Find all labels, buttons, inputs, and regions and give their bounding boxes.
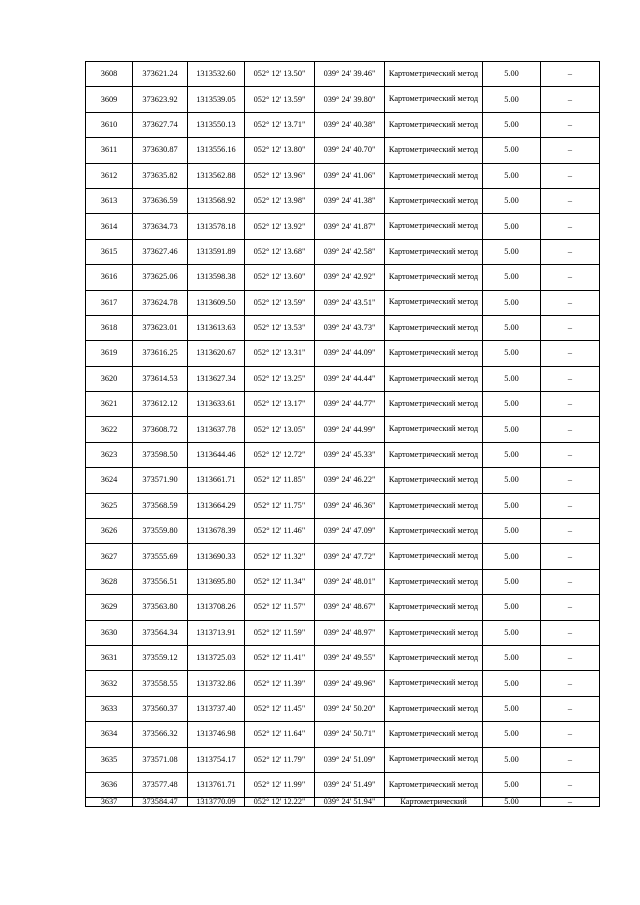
cell-latitude: 052° 12' 11.99" — [245, 772, 315, 797]
cell-y-coordinate: 1313637.78 — [188, 417, 245, 442]
cell-point-number: 3633 — [86, 696, 133, 721]
cell-x-coordinate: 373623.92 — [133, 87, 188, 112]
cell-method: Картометрический метод — [385, 671, 483, 696]
cell-longitude: 039° 24' 43.51" — [315, 290, 385, 315]
cell-x-coordinate: 373608.72 — [133, 417, 188, 442]
cell-point-number: 3630 — [86, 620, 133, 645]
cell-x-coordinate: 373598.50 — [133, 442, 188, 467]
table-row — [86, 747, 600, 772]
cell-point-number: 3622 — [86, 417, 133, 442]
cell-accuracy: 5.00 — [483, 696, 541, 721]
cell-x-coordinate: 373559.80 — [133, 519, 188, 544]
table-row — [86, 519, 600, 544]
table-row — [86, 62, 600, 87]
cell-method: Картометрический метод — [385, 392, 483, 417]
cell-method: Картометрический метод — [385, 620, 483, 645]
cell-point-number: 3631 — [86, 645, 133, 670]
cell-latitude: 052° 12' 13.68" — [245, 239, 315, 264]
cell-longitude: 039° 24' 48.97" — [315, 620, 385, 645]
cell-latitude: 052° 12' 12.72" — [245, 442, 315, 467]
cell-note: – — [541, 645, 600, 670]
cell-x-coordinate: 373623.01 — [133, 315, 188, 340]
cell-y-coordinate: 1313562.88 — [188, 163, 245, 188]
cell-x-coordinate: 373564.34 — [133, 620, 188, 645]
cell-accuracy: 5.00 — [483, 214, 541, 239]
cell-latitude: 052° 12' 11.39" — [245, 671, 315, 696]
cell-x-coordinate: 373566.32 — [133, 722, 188, 747]
table-row — [86, 417, 600, 442]
table-row — [86, 671, 600, 696]
cell-latitude: 052° 12' 11.57" — [245, 595, 315, 620]
cell-x-coordinate: 373577.48 — [133, 772, 188, 797]
cell-point-number: 3617 — [86, 290, 133, 315]
cell-point-number: 3632 — [86, 671, 133, 696]
cell-point-number: 3620 — [86, 366, 133, 391]
cell-method: Картометрический метод — [385, 772, 483, 797]
cell-note: – — [541, 290, 600, 315]
cell-latitude: 052° 12' 13.59" — [245, 290, 315, 315]
cell-method: Картометрический метод — [385, 112, 483, 137]
cell-latitude: 052° 12' 12.22" — [245, 798, 315, 807]
table-row — [86, 468, 600, 493]
cell-method: Картометрический метод — [385, 239, 483, 264]
cell-accuracy: 5.00 — [483, 87, 541, 112]
cell-latitude: 052° 12' 13.50" — [245, 62, 315, 87]
cell-note: – — [541, 493, 600, 518]
cell-method: Картометрический метод — [385, 366, 483, 391]
cell-accuracy: 5.00 — [483, 239, 541, 264]
table-row — [86, 112, 600, 137]
cell-method: Картометрический метод — [385, 442, 483, 467]
cell-method: Картометрический метод — [385, 214, 483, 239]
cell-accuracy: 5.00 — [483, 315, 541, 340]
table-row — [86, 290, 600, 315]
coordinates-table — [85, 61, 600, 807]
cell-x-coordinate: 373614.53 — [133, 366, 188, 391]
cell-x-coordinate: 373630.87 — [133, 138, 188, 163]
cell-longitude: 039° 24' 44.44" — [315, 366, 385, 391]
cell-note: – — [541, 417, 600, 442]
cell-method: Картометрический метод — [385, 315, 483, 340]
cell-method: Картометрический метод — [385, 493, 483, 518]
cell-longitude: 039° 24' 44.09" — [315, 341, 385, 366]
cell-accuracy: 5.00 — [483, 290, 541, 315]
cell-latitude: 052° 12' 11.85" — [245, 468, 315, 493]
cell-accuracy: 5.00 — [483, 163, 541, 188]
table-row — [86, 645, 600, 670]
cell-accuracy: 5.00 — [483, 620, 541, 645]
table-row — [86, 265, 600, 290]
cell-latitude: 052° 12' 13.25" — [245, 366, 315, 391]
cell-method: Картометрический метод — [385, 544, 483, 569]
cell-point-number: 3608 — [86, 62, 133, 87]
cell-x-coordinate: 373627.74 — [133, 112, 188, 137]
cell-point-number: 3637 — [86, 798, 133, 807]
cell-longitude: 039° 24' 49.96" — [315, 671, 385, 696]
cell-y-coordinate: 1313591.89 — [188, 239, 245, 264]
cell-accuracy: 5.00 — [483, 747, 541, 772]
table-row — [86, 163, 600, 188]
cell-accuracy: 5.00 — [483, 519, 541, 544]
cell-longitude: 039° 24' 50.71" — [315, 722, 385, 747]
cell-y-coordinate: 1313754.17 — [188, 747, 245, 772]
cell-y-coordinate: 1313539.05 — [188, 87, 245, 112]
cell-latitude: 052° 12' 11.59" — [245, 620, 315, 645]
cell-longitude: 039° 24' 39.46" — [315, 62, 385, 87]
cell-note: – — [541, 442, 600, 467]
cell-latitude: 052° 12' 13.31" — [245, 341, 315, 366]
cell-point-number: 3636 — [86, 772, 133, 797]
cell-note: – — [541, 671, 600, 696]
cell-method: Картометрический метод — [385, 722, 483, 747]
cell-y-coordinate: 1313613.63 — [188, 315, 245, 340]
cell-longitude: 039° 24' 41.06" — [315, 163, 385, 188]
cell-x-coordinate: 373612.12 — [133, 392, 188, 417]
cell-latitude: 052° 12' 11.41" — [245, 645, 315, 670]
cell-point-number: 3626 — [86, 519, 133, 544]
cell-method: Картометрический метод — [385, 62, 483, 87]
table-row — [86, 620, 600, 645]
cell-accuracy: 5.00 — [483, 772, 541, 797]
cell-note: – — [541, 696, 600, 721]
cell-method: Картометрический метод — [385, 87, 483, 112]
cell-y-coordinate: 1313746.98 — [188, 722, 245, 747]
cell-longitude: 039° 24' 42.58" — [315, 239, 385, 264]
cell-x-coordinate: 373559.12 — [133, 645, 188, 670]
cell-method: Картометрический метод — [385, 747, 483, 772]
cell-note: – — [541, 798, 600, 807]
cell-latitude: 052° 12' 13.71" — [245, 112, 315, 137]
cell-latitude: 052° 12' 13.92" — [245, 214, 315, 239]
cell-latitude: 052° 12' 13.60" — [245, 265, 315, 290]
cell-note: – — [541, 747, 600, 772]
cell-latitude: 052° 12' 11.45" — [245, 696, 315, 721]
cell-note: – — [541, 544, 600, 569]
cell-method: Картометрический метод — [385, 696, 483, 721]
cell-y-coordinate: 1313737.40 — [188, 696, 245, 721]
cell-longitude: 039° 24' 45.33" — [315, 442, 385, 467]
cell-note: – — [541, 188, 600, 213]
cell-point-number: 3609 — [86, 87, 133, 112]
cell-y-coordinate: 1313550.13 — [188, 112, 245, 137]
cell-accuracy: 5.00 — [483, 442, 541, 467]
table-row — [86, 87, 600, 112]
cell-x-coordinate: 373636.59 — [133, 188, 188, 213]
cell-longitude: 039° 24' 50.20" — [315, 696, 385, 721]
cell-note: – — [541, 519, 600, 544]
cell-longitude: 039° 24' 43.73" — [315, 315, 385, 340]
table-row — [86, 696, 600, 721]
cell-y-coordinate: 1313532.60 — [188, 62, 245, 87]
table-row — [86, 239, 600, 264]
table-row — [86, 772, 600, 797]
cell-method: Картометрический метод — [385, 265, 483, 290]
cell-y-coordinate: 1313732.86 — [188, 671, 245, 696]
cell-x-coordinate: 373584.47 — [133, 798, 188, 807]
table-row — [86, 366, 600, 391]
table-row — [86, 595, 600, 620]
cell-note: – — [541, 392, 600, 417]
table-row — [86, 392, 600, 417]
cell-note: – — [541, 315, 600, 340]
cell-y-coordinate: 1313633.61 — [188, 392, 245, 417]
cell-latitude: 052° 12' 13.17" — [245, 392, 315, 417]
cell-longitude: 039° 24' 41.87" — [315, 214, 385, 239]
cell-method: Картометрический метод — [385, 290, 483, 315]
table-row — [86, 569, 600, 594]
cell-longitude: 039° 24' 46.36" — [315, 493, 385, 518]
cell-accuracy: 5.00 — [483, 341, 541, 366]
cell-accuracy: 5.00 — [483, 645, 541, 670]
cell-point-number: 3621 — [86, 392, 133, 417]
cell-note: – — [541, 239, 600, 264]
cell-point-number: 3635 — [86, 747, 133, 772]
cell-longitude: 039° 24' 39.80" — [315, 87, 385, 112]
cell-longitude: 039° 24' 40.70" — [315, 138, 385, 163]
cell-point-number: 3634 — [86, 722, 133, 747]
cell-accuracy: 5.00 — [483, 798, 541, 807]
cell-accuracy: 5.00 — [483, 671, 541, 696]
cell-note: – — [541, 468, 600, 493]
cell-x-coordinate: 373625.06 — [133, 265, 188, 290]
cell-latitude: 052° 12' 11.46" — [245, 519, 315, 544]
cell-note: – — [541, 62, 600, 87]
cell-point-number: 3625 — [86, 493, 133, 518]
cell-x-coordinate: 373627.46 — [133, 239, 188, 264]
cell-longitude: 039° 24' 51.09" — [315, 747, 385, 772]
cell-point-number: 3614 — [86, 214, 133, 239]
cell-latitude: 052° 12' 13.05" — [245, 417, 315, 442]
cell-longitude: 039° 24' 51.94" — [315, 798, 385, 807]
cell-x-coordinate: 373621.24 — [133, 62, 188, 87]
cell-y-coordinate: 1313664.29 — [188, 493, 245, 518]
cell-accuracy: 5.00 — [483, 544, 541, 569]
cell-longitude: 039° 24' 46.22" — [315, 468, 385, 493]
cell-y-coordinate: 1313556.16 — [188, 138, 245, 163]
cell-accuracy: 5.00 — [483, 392, 541, 417]
cell-method: Картометрический метод — [385, 645, 483, 670]
cell-note: – — [541, 595, 600, 620]
table-row — [86, 315, 600, 340]
cell-method: Картометрический метод — [385, 188, 483, 213]
table-row — [86, 544, 600, 569]
cell-longitude: 039° 24' 44.99" — [315, 417, 385, 442]
cell-longitude: 039° 24' 41.38" — [315, 188, 385, 213]
table-row — [86, 341, 600, 366]
cell-x-coordinate: 373555.69 — [133, 544, 188, 569]
cell-point-number: 3628 — [86, 569, 133, 594]
cell-note: – — [541, 265, 600, 290]
cell-note: – — [541, 722, 600, 747]
cell-point-number: 3619 — [86, 341, 133, 366]
cell-x-coordinate: 373616.25 — [133, 341, 188, 366]
cell-latitude: 052° 12' 13.53" — [245, 315, 315, 340]
table-row — [86, 493, 600, 518]
cell-note: – — [541, 138, 600, 163]
cell-y-coordinate: 1313678.39 — [188, 519, 245, 544]
cell-longitude: 039° 24' 51.49" — [315, 772, 385, 797]
cell-longitude: 039° 24' 48.01" — [315, 569, 385, 594]
cell-accuracy: 5.00 — [483, 417, 541, 442]
cell-accuracy: 5.00 — [483, 366, 541, 391]
cell-method: Картометрический метод — [385, 569, 483, 594]
cell-y-coordinate: 1313661.71 — [188, 468, 245, 493]
table-body — [86, 62, 600, 807]
cell-point-number: 3618 — [86, 315, 133, 340]
cell-accuracy: 5.00 — [483, 468, 541, 493]
cell-accuracy: 5.00 — [483, 722, 541, 747]
cell-accuracy: 5.00 — [483, 595, 541, 620]
cell-longitude: 039° 24' 49.55" — [315, 645, 385, 670]
cell-note: – — [541, 214, 600, 239]
cell-method: Картометрический метод — [385, 595, 483, 620]
cell-point-number: 3610 — [86, 112, 133, 137]
cell-y-coordinate: 1313770.09 — [188, 798, 245, 807]
cell-note: – — [541, 620, 600, 645]
cell-y-coordinate: 1313725.03 — [188, 645, 245, 670]
cell-note: – — [541, 112, 600, 137]
cell-y-coordinate: 1313598.38 — [188, 265, 245, 290]
cell-latitude: 052° 12' 13.98" — [245, 188, 315, 213]
cell-x-coordinate: 373635.82 — [133, 163, 188, 188]
cell-note: – — [541, 341, 600, 366]
cell-point-number: 3613 — [86, 188, 133, 213]
cell-x-coordinate: 373634.73 — [133, 214, 188, 239]
cell-accuracy: 5.00 — [483, 569, 541, 594]
cell-x-coordinate: 373624.78 — [133, 290, 188, 315]
cell-accuracy: 5.00 — [483, 265, 541, 290]
cell-latitude: 052° 12' 11.64" — [245, 722, 315, 747]
cell-longitude: 039° 24' 48.67" — [315, 595, 385, 620]
cell-accuracy: 5.00 — [483, 62, 541, 87]
cell-x-coordinate: 373571.90 — [133, 468, 188, 493]
cell-point-number: 3629 — [86, 595, 133, 620]
cell-method: Картометрический метод — [385, 519, 483, 544]
cell-point-number: 3615 — [86, 239, 133, 264]
cell-y-coordinate: 1313609.50 — [188, 290, 245, 315]
table-row — [86, 188, 600, 213]
cell-y-coordinate: 1313627.34 — [188, 366, 245, 391]
cell-method: Картометрический метод — [385, 341, 483, 366]
cell-latitude: 052° 12' 13.96" — [245, 163, 315, 188]
cell-y-coordinate: 1313713.91 — [188, 620, 245, 645]
cell-longitude: 039° 24' 47.72" — [315, 544, 385, 569]
table-row — [86, 798, 600, 807]
cell-longitude: 039° 24' 42.92" — [315, 265, 385, 290]
cell-accuracy: 5.00 — [483, 138, 541, 163]
cell-latitude: 052° 12' 13.59" — [245, 87, 315, 112]
cell-note: – — [541, 366, 600, 391]
table-row — [86, 214, 600, 239]
cell-longitude: 039° 24' 40.38" — [315, 112, 385, 137]
cell-accuracy: 5.00 — [483, 112, 541, 137]
cell-method: Картометрический метод — [385, 163, 483, 188]
table-row — [86, 442, 600, 467]
cell-method: Картометрический — [385, 798, 483, 807]
cell-y-coordinate: 1313708.26 — [188, 595, 245, 620]
cell-latitude: 052° 12' 11.34" — [245, 569, 315, 594]
cell-accuracy: 5.00 — [483, 493, 541, 518]
cell-note: – — [541, 163, 600, 188]
table-row — [86, 138, 600, 163]
cell-x-coordinate: 373563.80 — [133, 595, 188, 620]
cell-note: – — [541, 87, 600, 112]
cell-point-number: 3624 — [86, 468, 133, 493]
cell-y-coordinate: 1313695.80 — [188, 569, 245, 594]
cell-latitude: 052° 12' 11.32" — [245, 544, 315, 569]
cell-y-coordinate: 1313761.71 — [188, 772, 245, 797]
cell-point-number: 3616 — [86, 265, 133, 290]
cell-x-coordinate: 373556.51 — [133, 569, 188, 594]
cell-method: Картометрический метод — [385, 417, 483, 442]
cell-point-number: 3611 — [86, 138, 133, 163]
cell-latitude: 052° 12' 13.80" — [245, 138, 315, 163]
cell-point-number: 3623 — [86, 442, 133, 467]
cell-x-coordinate: 373558.55 — [133, 671, 188, 696]
cell-method: Картометрический метод — [385, 468, 483, 493]
cell-y-coordinate: 1313578.18 — [188, 214, 245, 239]
cell-note: – — [541, 772, 600, 797]
cell-y-coordinate: 1313690.33 — [188, 544, 245, 569]
cell-y-coordinate: 1313644.46 — [188, 442, 245, 467]
cell-longitude: 039° 24' 44.77" — [315, 392, 385, 417]
cell-longitude: 039° 24' 47.09" — [315, 519, 385, 544]
table-row — [86, 722, 600, 747]
cell-point-number: 3612 — [86, 163, 133, 188]
cell-x-coordinate: 373560.37 — [133, 696, 188, 721]
cell-method: Картометрический метод — [385, 138, 483, 163]
cell-point-number: 3627 — [86, 544, 133, 569]
cell-note: – — [541, 569, 600, 594]
cell-y-coordinate: 1313620.67 — [188, 341, 245, 366]
cell-x-coordinate: 373568.59 — [133, 493, 188, 518]
cell-x-coordinate: 373571.08 — [133, 747, 188, 772]
cell-accuracy: 5.00 — [483, 188, 541, 213]
cell-y-coordinate: 1313568.92 — [188, 188, 245, 213]
cell-latitude: 052° 12' 11.75" — [245, 493, 315, 518]
cell-latitude: 052° 12' 11.79" — [245, 747, 315, 772]
